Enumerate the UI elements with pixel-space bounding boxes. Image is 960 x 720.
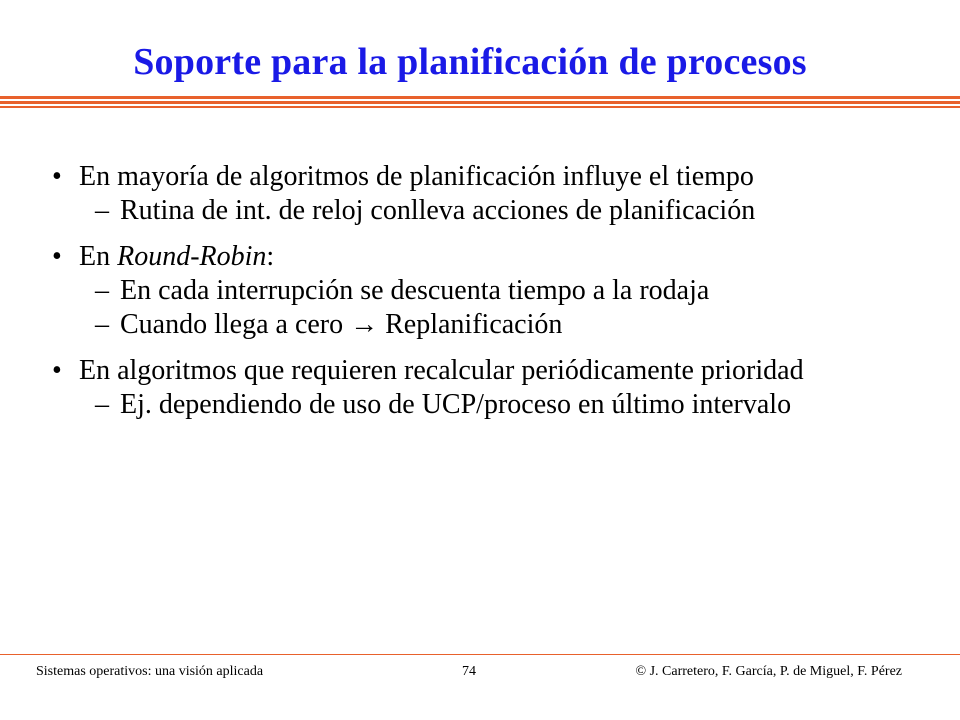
title-divider xyxy=(0,96,960,110)
sub-bullet-text: En cada interrupción se descuenta tiempo a la rodaja xyxy=(120,275,710,306)
bullet-text: En mayoría de algoritmos de planificación influye el tiempo xyxy=(79,161,754,192)
bullet-text-emphasis: Round-Robin xyxy=(117,241,267,272)
sub-bullet-text: Ej. dependiendo de uso de UCP/proceso en último intervalo xyxy=(120,389,792,420)
title-divider-line xyxy=(0,106,960,108)
right-arrow-icon: → xyxy=(350,309,379,340)
footer-page-number: 74 xyxy=(462,664,476,679)
sub-bullet-marker: – xyxy=(95,275,109,306)
bullet-text-suffix: : xyxy=(266,241,275,272)
bullet-line xyxy=(52,160,932,194)
title-divider-line xyxy=(0,101,960,104)
sub-bullet-text: Rutina de int. de reloj conlleva acciones de planificación xyxy=(120,195,756,226)
sub-bullet-text-after: Replanificación xyxy=(378,309,563,340)
bullet-text: En algoritmos que requieren recalcular periódicamente prioridad xyxy=(79,355,804,386)
slide-content xyxy=(52,160,932,434)
bullet-marker: • xyxy=(52,355,62,386)
footer-divider xyxy=(0,654,960,655)
bullet-line xyxy=(52,240,932,274)
footer-course-title: Sistemas operativos: una visión aplicada xyxy=(36,664,264,679)
bullet-text-prefix: En xyxy=(79,241,118,272)
bullet-item xyxy=(52,160,932,228)
bullet-item xyxy=(52,240,932,342)
sub-bullet-line xyxy=(52,274,932,308)
slide-title: Soporte para la planificación de procesos xyxy=(133,41,807,83)
sub-bullet-marker: – xyxy=(95,309,109,340)
sub-bullet-line xyxy=(52,308,932,342)
sub-bullet-marker: – xyxy=(95,389,109,420)
bullet-line xyxy=(52,354,932,388)
sub-bullet-text-before: Cuando llega a cero xyxy=(120,309,351,340)
sub-bullet-line xyxy=(52,194,932,228)
sub-bullet-line xyxy=(52,388,932,422)
sub-bullet-marker: – xyxy=(95,195,109,226)
footer-copyright: © J. Carretero, F. García, P. de Miguel, F. Pérez xyxy=(635,664,902,679)
title-divider-line xyxy=(0,96,960,99)
bullet-marker: • xyxy=(52,241,62,272)
bullet-item xyxy=(52,354,932,422)
bullet-marker: • xyxy=(52,161,62,192)
